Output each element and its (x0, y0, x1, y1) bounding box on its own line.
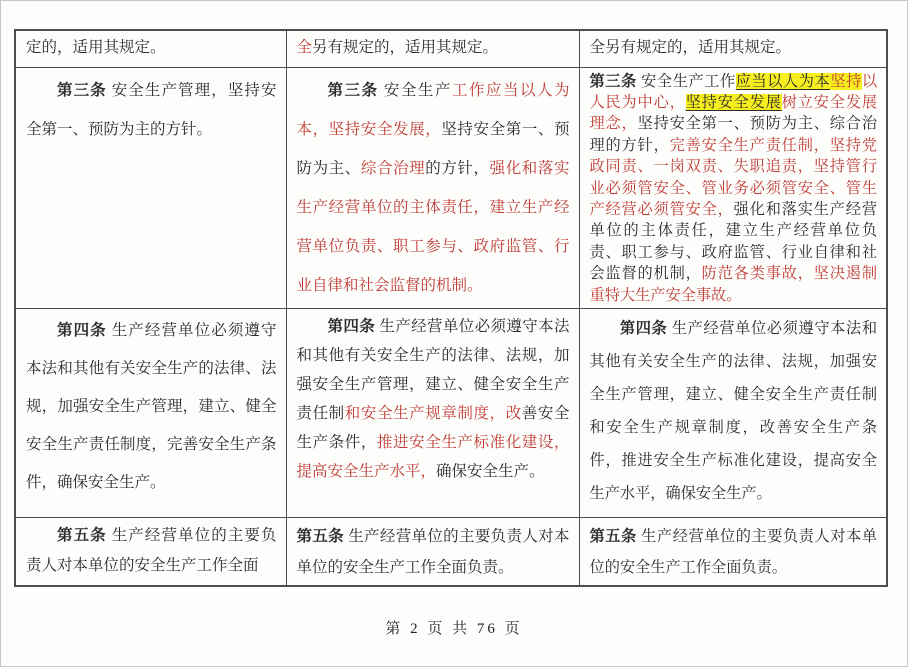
text-segment: 安全生产工作 (636, 72, 736, 90)
cell-r1-c1 (286, 67, 579, 308)
text-segment: 强化和落实生产经营单位的主体责任，建立生产经营单位负责、职工参与、政府监管、行业自律和社会监督的机制， (589, 200, 878, 283)
article-number: 第四条 (327, 317, 376, 335)
revised-segment: 树立安全发展理念， (589, 93, 878, 133)
paragraph (26, 312, 277, 502)
cell-r2-c2 (579, 308, 887, 517)
table-row (15, 308, 887, 517)
paragraph (590, 34, 878, 61)
table-row (15, 517, 887, 586)
page-number-footer: 第 2 页 共 76 页 (385, 621, 523, 637)
text-segment: 全另有规定的，适用其规定。 (589, 39, 792, 56)
paragraph (590, 71, 878, 306)
text-segment: 生产经营单位的主要负责人对本单位的安全生产工作全面 (26, 526, 277, 574)
text-segment: 定的，适用其规定。 (26, 39, 166, 56)
revised-segment: 综合治理 (360, 159, 426, 177)
text-segment: 生产经营单位必须遵守本法和其他有关安全生产的法律、法规，加强安全生产管理，建立、健全安全生产责任制度，完善安全生产条件，确保安全生产。 (26, 321, 277, 491)
text-segment: 善安全生产条件， (296, 404, 570, 451)
cell-r0-c1 (286, 30, 579, 67)
text-segment: 生产经营单位必须遵守本法和其他有关安全生产的法律、法规，加强安全生产管理，建立、健全安全生产责任制 (296, 317, 570, 422)
cell-r3-c2 (579, 517, 887, 586)
text-segment: 生产经营单位的主要负责人对本单位的安全生产工作全面负责。 (589, 527, 878, 576)
paragraph (26, 521, 277, 581)
table-row (15, 67, 887, 308)
text-segment: 生产经营单位必须遵守本法和其他有关安全生产的法律、法规，加强安全生产管理，建立、健全安全生产责任制和安全生产规章制度，改善安全生产条件，推进安全生产标准化建设，提高安全生产水平，确保安全生产。 (589, 319, 878, 502)
revised-segment: 以人民为中心， (589, 72, 878, 111)
cell-r3-c1 (286, 517, 579, 586)
article-number: 第三条 (327, 81, 379, 99)
paragraph (590, 312, 878, 510)
cell-r2-c0 (15, 308, 286, 517)
article-number: 第四条 (57, 321, 107, 339)
article-number: 第五条 (589, 527, 637, 545)
revised-segment: 推进安全生产标准化建设，提高安全生产水平， (296, 433, 570, 480)
highlighted-segment: 坚持安全发展 (685, 93, 782, 111)
text-segment: 安全生产 (378, 81, 452, 99)
paragraph (297, 312, 570, 486)
paragraph (297, 521, 570, 583)
cell-r0-c0 (15, 30, 286, 67)
cell-r3-c0 (15, 517, 286, 586)
text-segment: 另有规定的，适用其规定。 (312, 39, 499, 56)
paragraph (297, 71, 570, 305)
paragraph (590, 521, 878, 583)
highlighted-segment: 应当以人为本 (735, 72, 831, 90)
cell-r1-c2 (579, 67, 887, 308)
paragraph (26, 34, 277, 61)
revised-segment: 全 (296, 39, 313, 56)
table-row (15, 30, 887, 67)
article-number: 第三条 (589, 72, 637, 90)
text-segment: 确保安全生产。 (436, 462, 545, 480)
article-number: 第四条 (619, 319, 668, 337)
text-segment: 安全生产管理，坚持安全第一、预防为主的方针。 (26, 81, 277, 138)
paragraph (26, 71, 277, 149)
article-number: 第三条 (57, 81, 107, 99)
revised-segment: 防范各类事故，坚决遏制重特大生产安全事故。 (589, 265, 878, 304)
article-number: 第五条 (57, 526, 107, 544)
text-segment: 的方针， (425, 159, 490, 177)
text-segment: 生产经营单位的主要负责人对本单位的安全生产工作全面负责。 (296, 527, 570, 576)
revised-segment: 和安全生产规章制度，改 (344, 404, 522, 422)
revised-segment: 完善安全生产责任制，坚持党政同责、一岗双责、失职追责，坚持管行业必须管安全、管业务必须管安全、管生产经营必须管安全， (589, 136, 878, 218)
revised-segment: 工作应当以人为本，坚持安全发展， (296, 81, 570, 138)
article-number: 第五条 (296, 527, 344, 545)
cell-r0-c2 (579, 30, 887, 67)
paragraph (297, 34, 570, 61)
comparison-table (14, 29, 888, 587)
table-body (15, 30, 887, 586)
text-segment: 坚持安全第一、预防为主、综合治理的方针， (589, 115, 878, 154)
text-segment: 坚持安全第一、预防为主、 (296, 120, 570, 177)
revised-segment: 强化和落实生产经营单位的主体责任，建立生产经营单位负责、职工参与、政府监管、行业自律和社会监督的机制。 (296, 159, 570, 294)
cell-r1-c0 (15, 67, 286, 308)
cell-r2-c1 (286, 308, 579, 517)
highlighted-segment: 坚持 (830, 72, 862, 90)
